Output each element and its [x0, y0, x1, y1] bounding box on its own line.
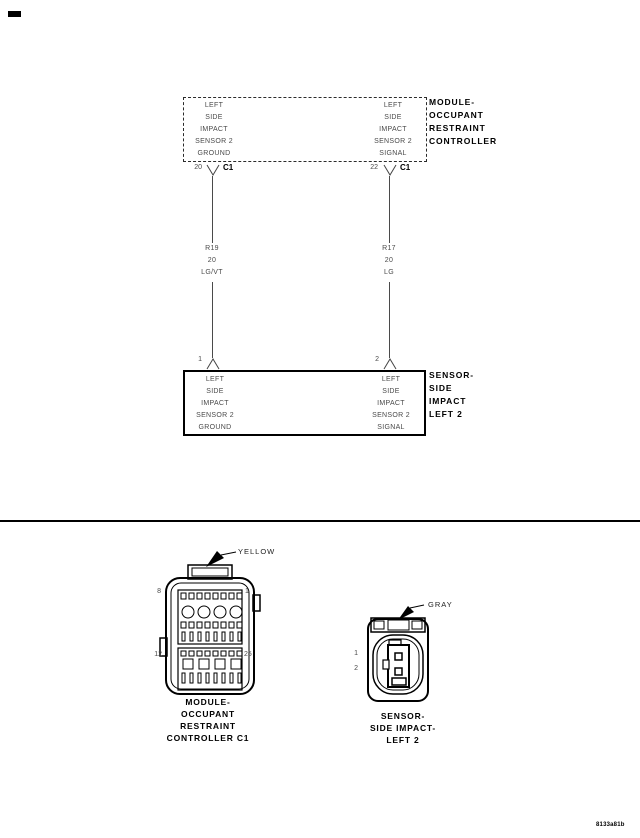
module-connector-pin-bottom-right: 25 — [244, 651, 252, 658]
yellow-leader-line — [221, 552, 236, 555]
module-component-name: MODULE- OCCUPANT RESTRAINT CONTROLLER — [429, 97, 498, 146]
section-divider — [0, 520, 640, 522]
sensor-left-pin-number: 1 — [198, 356, 202, 363]
corner-mark — [8, 11, 21, 17]
sensor-connector-caption: SENSOR- SIDE IMPACT- LEFT 2 — [369, 711, 437, 745]
wire-left-upper — [212, 176, 213, 243]
connector-fork-up-icon — [382, 358, 398, 370]
sensor-right-pin-number: 2 — [375, 356, 379, 363]
wire-right-upper — [389, 176, 390, 243]
module-right-pin-number: 22 — [370, 164, 378, 171]
sensor-connector-pin-2: 2 — [354, 665, 358, 672]
connector-fork-up-icon — [205, 358, 221, 370]
module-connector-drawing — [150, 540, 270, 698]
module-connector-caption: MODULE- OCCUPANT RESTRAINT CONTROLLER C1 — [166, 697, 250, 743]
module-left-pin-function: LEFT SIDE IMPACT SENSOR 2 GROUND — [195, 102, 233, 157]
module-left-pin-number: 20 — [194, 164, 202, 171]
connector-fork-down-icon — [205, 164, 221, 176]
sensor-connector-pin-1: 1 — [354, 650, 358, 657]
wire-left-label: R19 20 LG/VT — [201, 245, 223, 276]
module-connector-pin-top-right: 1 — [245, 588, 249, 595]
wire-left-lower — [212, 282, 213, 358]
sensor-connector-drawing — [355, 598, 450, 710]
sensor-component-name: SENSOR- SIDE IMPACT LEFT 2 — [429, 370, 475, 419]
module-connector-color-label: YELLOW — [238, 547, 276, 556]
gray-leader-line — [410, 605, 424, 608]
sensor-right-pin-function: LEFT SIDE IMPACT SENSOR 2 SIGNAL — [372, 376, 410, 431]
sensor-connector-color-label: GRAY — [428, 600, 453, 609]
module-right-connector-id: C1 — [400, 163, 411, 172]
module-connector-pin-bottom-left: 12 — [154, 651, 162, 658]
wire-right-label: R17 20 LG — [382, 245, 396, 276]
module-left-connector-id: C1 — [223, 163, 234, 172]
module-connector-pin-top-left: 8 — [157, 588, 161, 595]
document-id: 8133a81b — [596, 822, 625, 828]
sensor-left-pin-function: LEFT SIDE IMPACT SENSOR 2 GROUND — [196, 376, 234, 431]
wire-right-lower — [389, 282, 390, 358]
module-right-pin-function: LEFT SIDE IMPACT SENSOR 2 SIGNAL — [374, 102, 412, 157]
connector-fork-down-icon — [382, 164, 398, 176]
